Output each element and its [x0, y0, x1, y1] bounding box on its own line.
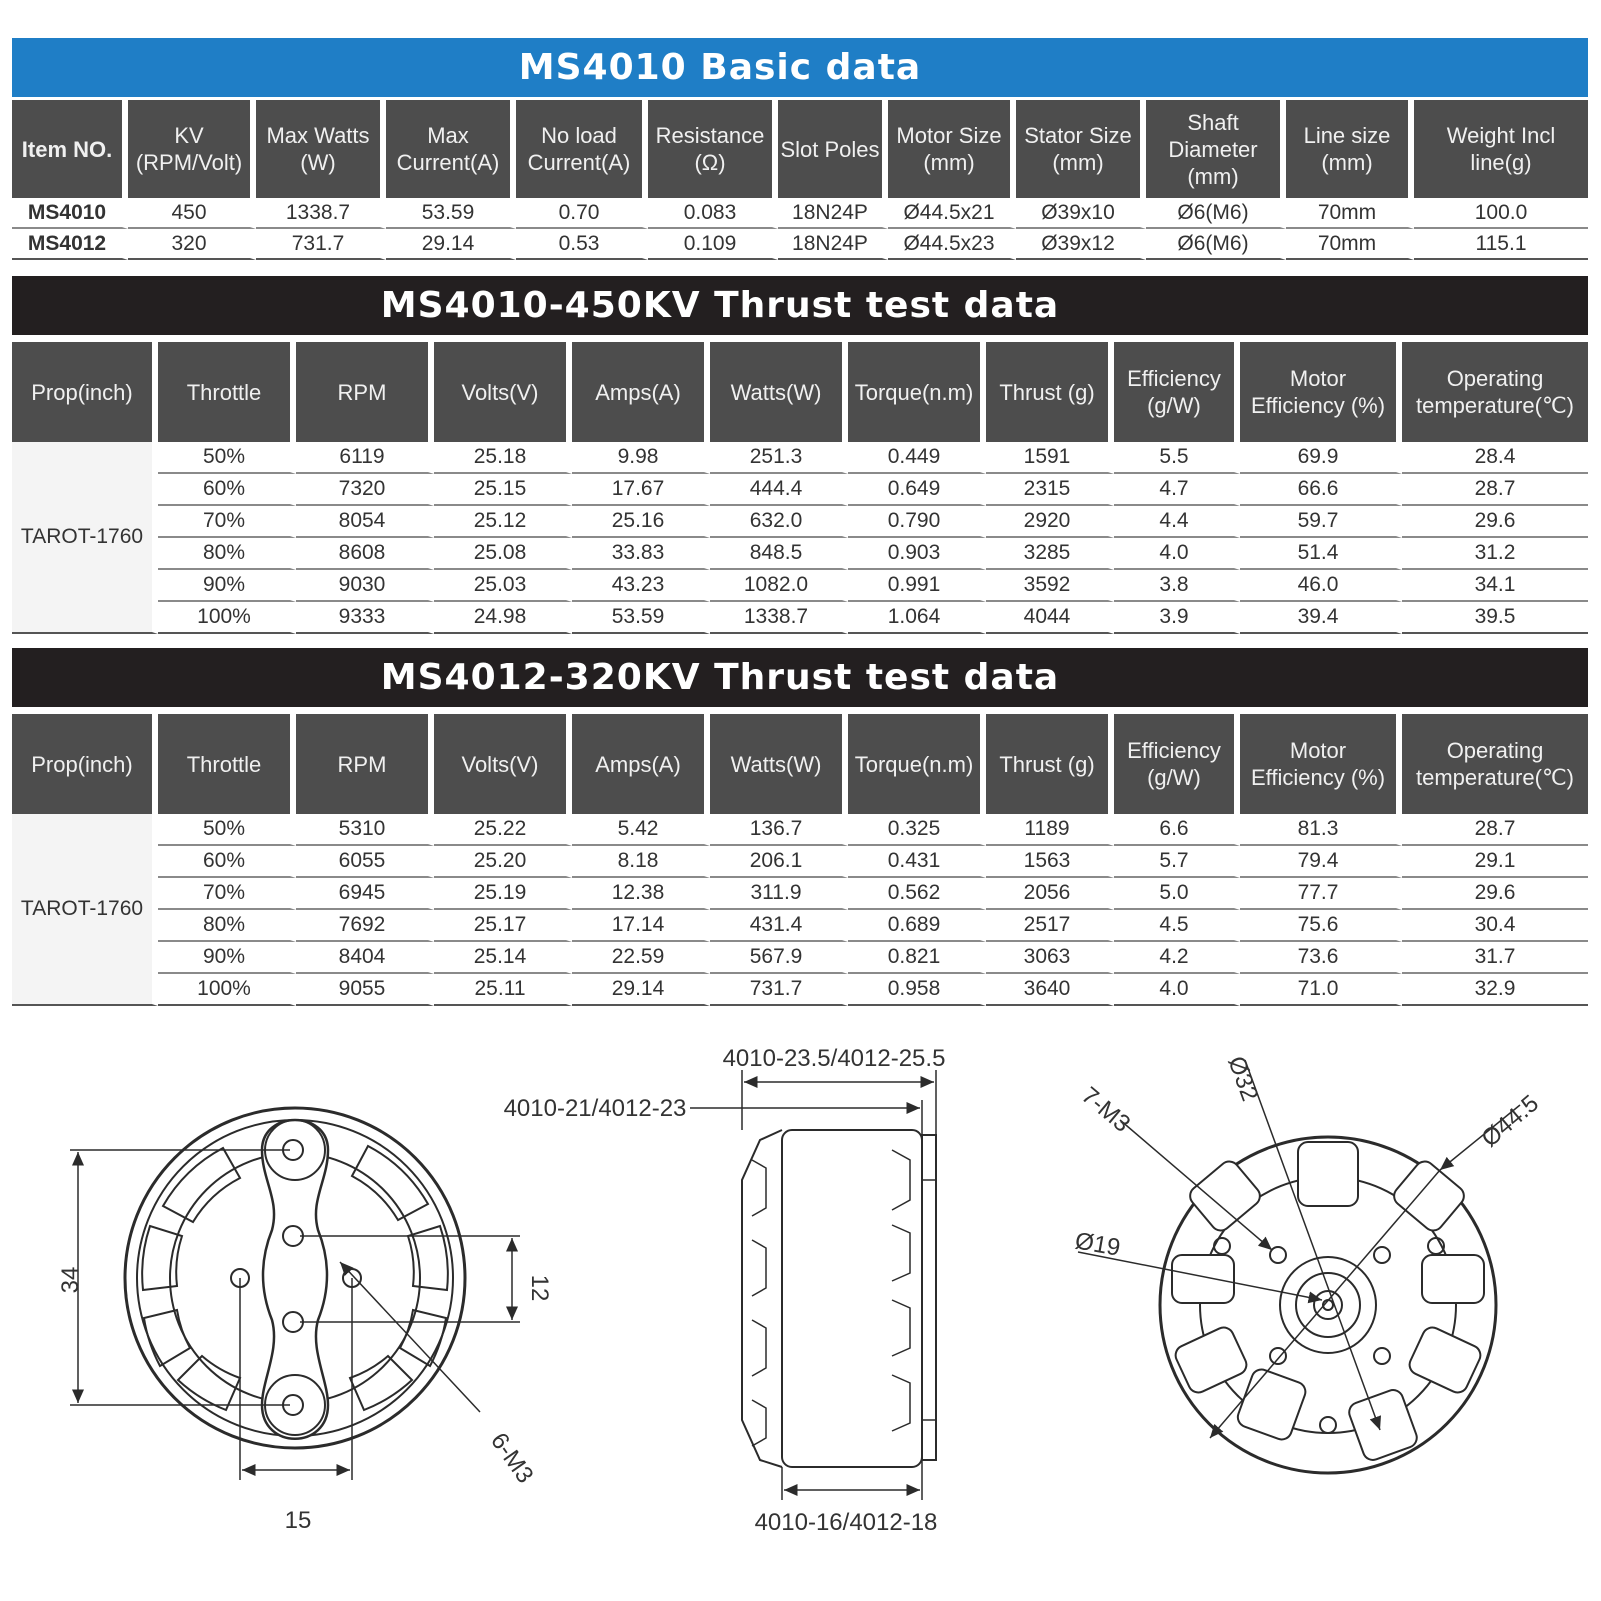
cell-temperature: 29.6 — [1402, 878, 1588, 910]
cell-amps: 25.16 — [572, 506, 710, 538]
header-amps: Amps(A) — [572, 714, 710, 814]
cell-amps: 33.83 — [572, 538, 710, 570]
dim-15-label: 15 — [284, 1507, 312, 1534]
header-torque: Torque(n.m) — [848, 714, 986, 814]
cell-motor-efficiency: 51.4 — [1240, 538, 1402, 570]
cell-volts: 25.12 — [434, 506, 572, 538]
cell-watts: 136.7 — [710, 814, 848, 846]
cell-watts: 731.7 — [710, 974, 848, 1006]
cell-thrust: 1189 — [986, 814, 1114, 846]
cell-amps: 5.42 — [572, 814, 710, 846]
header-efficiency: Efficiency (g/W) — [1114, 714, 1240, 814]
cell-throttle: 50% — [158, 442, 296, 474]
header-kv: KV (RPM/Volt) — [128, 100, 256, 198]
cell-rpm: 8608 — [296, 538, 434, 570]
cell-efficiency: 4.0 — [1114, 538, 1240, 570]
header-no-load-current: No load Current(A) — [516, 100, 648, 198]
bottom-view-drawing — [70, 1108, 520, 1480]
cell-stator-size: Ø39x10 — [1016, 198, 1146, 229]
cell-rpm: 7320 — [296, 474, 434, 506]
cell-no-load: 0.70 — [516, 198, 648, 229]
header-watts: Watts(W) — [710, 342, 848, 442]
cell-temperature: 28.4 — [1402, 442, 1588, 474]
cell-rpm: 9055 — [296, 974, 434, 1006]
basic-header-row — [12, 100, 1588, 198]
cell-efficiency: 5.5 — [1114, 442, 1240, 474]
top-d32-label: Ø32 — [1222, 1052, 1264, 1105]
cell-watts: 632.0 — [710, 506, 848, 538]
cell-rpm: 8054 — [296, 506, 434, 538]
table-row — [12, 538, 1588, 570]
header-stator-size: Stator Size (mm) — [1016, 100, 1146, 198]
cell-prop: TAROT-1760 — [12, 442, 158, 634]
table-row — [12, 910, 1588, 942]
cell-temperature: 28.7 — [1402, 814, 1588, 846]
cell-temperature: 31.2 — [1402, 538, 1588, 570]
cell-volts: 25.18 — [434, 442, 572, 474]
thrust2-body — [12, 814, 1588, 1006]
cell-line-size: 70mm — [1286, 229, 1414, 260]
header-shaft-diameter: Shaft Diameter (mm) — [1146, 100, 1286, 198]
cell-amps: 29.14 — [572, 974, 710, 1006]
cell-motor-efficiency: 39.4 — [1240, 602, 1402, 634]
top-d19-label: Ø19 — [1072, 1227, 1123, 1262]
cell-kv: 320 — [128, 229, 256, 260]
cell-watts: 848.5 — [710, 538, 848, 570]
header-weight: Weight Incl line(g) — [1414, 100, 1588, 198]
header-efficiency: Efficiency (g/W) — [1114, 342, 1240, 442]
cell-rpm: 5310 — [296, 814, 434, 846]
cell-stator-size: Ø39x12 — [1016, 229, 1146, 260]
cell-slot-poles: 18N24P — [778, 198, 888, 229]
cell-shaft: Ø6(M6) — [1146, 229, 1286, 260]
cell-watts: 1082.0 — [710, 570, 848, 602]
cell-max-current: 53.59 — [386, 198, 516, 229]
cell-throttle: 70% — [158, 506, 296, 538]
thrust2-title: MS4012-320KV Thrust test data — [380, 657, 1060, 698]
top-d445-label: Ø44.5 — [1476, 1089, 1544, 1153]
header-throttle: Throttle — [158, 342, 296, 442]
header-max-watts: Max Watts (W) — [256, 100, 386, 198]
cell-temperature: 28.7 — [1402, 474, 1588, 506]
cell-throttle: 90% — [158, 942, 296, 974]
cell-efficiency: 4.2 — [1114, 942, 1240, 974]
cell-torque: 0.821 — [848, 942, 986, 974]
cell-temperature: 34.1 — [1402, 570, 1588, 602]
table-row — [12, 442, 1588, 474]
bottom-holes-label: 6-M3 — [485, 1427, 539, 1489]
cell-volts: 25.08 — [434, 538, 572, 570]
cell-throttle: 90% — [158, 570, 296, 602]
cell-max-watts: 731.7 — [256, 229, 386, 260]
top-winding-tabs — [1172, 1142, 1484, 1463]
header-volts: Volts(V) — [434, 342, 572, 442]
cell-watts: 251.3 — [710, 442, 848, 474]
cell-volts: 25.22 — [434, 814, 572, 846]
cell-throttle: 100% — [158, 602, 296, 634]
dim-12-label: 12 — [526, 1274, 553, 1302]
side-view-drawing — [690, 1070, 936, 1500]
cell-thrust: 3592 — [986, 570, 1114, 602]
cell-efficiency: 4.5 — [1114, 910, 1240, 942]
top-holes-label: 7-M3 — [1076, 1081, 1136, 1138]
cell-efficiency: 3.8 — [1114, 570, 1240, 602]
top-view-drawing — [1078, 1060, 1520, 1473]
cell-rpm: 7692 — [296, 910, 434, 942]
cell-efficiency: 4.7 — [1114, 474, 1240, 506]
cell-torque: 0.958 — [848, 974, 986, 1006]
cell-torque: 0.325 — [848, 814, 986, 846]
basic-data-banner — [12, 38, 1588, 97]
thrust2-table — [12, 714, 1588, 1006]
cell-torque: 0.562 — [848, 878, 986, 910]
cell-weight: 115.1 — [1414, 229, 1588, 260]
table-row — [12, 942, 1588, 974]
cell-weight: 100.0 — [1414, 198, 1588, 229]
cell-volts: 24.98 — [434, 602, 572, 634]
header-rpm: RPM — [296, 342, 434, 442]
cell-motor-efficiency: 77.7 — [1240, 878, 1402, 910]
header-item-no: Item NO. — [12, 100, 128, 198]
cell-torque: 0.689 — [848, 910, 986, 942]
cell-amps: 17.14 — [572, 910, 710, 942]
header-motor-efficiency: Motor Efficiency (%) — [1240, 342, 1402, 442]
cell-motor-efficiency: 79.4 — [1240, 846, 1402, 878]
cell-volts: 25.20 — [434, 846, 572, 878]
cell-watts: 431.4 — [710, 910, 848, 942]
cell-rpm: 9030 — [296, 570, 434, 602]
cell-thrust: 2920 — [986, 506, 1114, 538]
cell-item: MS4010 — [12, 198, 128, 229]
thrust1-header-row — [12, 342, 1588, 442]
cell-volts: 25.17 — [434, 910, 572, 942]
cell-thrust: 1563 — [986, 846, 1114, 878]
header-prop: Prop(inch) — [12, 342, 158, 442]
cell-volts: 25.11 — [434, 974, 572, 1006]
cell-efficiency: 4.4 — [1114, 506, 1240, 538]
cell-efficiency: 5.7 — [1114, 846, 1240, 878]
cell-slot-poles: 18N24P — [778, 229, 888, 260]
header-volts: Volts(V) — [434, 714, 572, 814]
cell-motor-efficiency: 75.6 — [1240, 910, 1402, 942]
cell-amps: 53.59 — [572, 602, 710, 634]
cell-max-watts: 1338.7 — [256, 198, 386, 229]
side-total-label: 4010-23.5/4012-25.5 — [722, 1045, 946, 1072]
cell-motor-size: Ø44.5x23 — [888, 229, 1016, 260]
cell-thrust: 2056 — [986, 878, 1114, 910]
thrust2-banner — [12, 648, 1588, 707]
cell-volts: 25.03 — [434, 570, 572, 602]
cell-efficiency: 3.9 — [1114, 602, 1240, 634]
cell-volts: 25.19 — [434, 878, 572, 910]
cell-rpm: 6945 — [296, 878, 434, 910]
basic-data-title: MS4010 Basic data — [518, 47, 922, 88]
cell-amps: 22.59 — [572, 942, 710, 974]
cell-motor-efficiency: 71.0 — [1240, 974, 1402, 1006]
cell-temperature: 32.9 — [1402, 974, 1588, 1006]
header-line-size: Line size (mm) — [1286, 100, 1414, 198]
table-row — [12, 570, 1588, 602]
cell-motor-efficiency: 69.9 — [1240, 442, 1402, 474]
cell-motor-efficiency: 46.0 — [1240, 570, 1402, 602]
header-operating-temperature: Operating temperature(℃) — [1402, 714, 1588, 814]
cell-max-current: 29.14 — [386, 229, 516, 260]
header-slot-poles: Slot Poles — [778, 100, 888, 198]
cell-torque: 0.431 — [848, 846, 986, 878]
cell-shaft: Ø6(M6) — [1146, 198, 1286, 229]
cell-motor-efficiency: 81.3 — [1240, 814, 1402, 846]
cell-torque: 0.991 — [848, 570, 986, 602]
cell-resistance: 0.083 — [648, 198, 778, 229]
cell-amps: 43.23 — [572, 570, 710, 602]
cell-torque: 0.790 — [848, 506, 986, 538]
cell-throttle: 70% — [158, 878, 296, 910]
cell-motor-efficiency: 59.7 — [1240, 506, 1402, 538]
cell-torque: 0.903 — [848, 538, 986, 570]
header-motor-size: Motor Size (mm) — [888, 100, 1016, 198]
cell-motor-size: Ø44.5x21 — [888, 198, 1016, 229]
cell-thrust: 2517 — [986, 910, 1114, 942]
cell-item: MS4012 — [12, 229, 128, 260]
header-max-current: Max Current(A) — [386, 100, 516, 198]
header-motor-efficiency: Motor Efficiency (%) — [1240, 714, 1402, 814]
cell-temperature: 30.4 — [1402, 910, 1588, 942]
cell-throttle: 80% — [158, 538, 296, 570]
cell-efficiency: 6.6 — [1114, 814, 1240, 846]
cell-rpm: 9333 — [296, 602, 434, 634]
header-rpm: RPM — [296, 714, 434, 814]
cell-resistance: 0.109 — [648, 229, 778, 260]
table-row — [12, 602, 1588, 634]
cell-thrust: 1591 — [986, 442, 1114, 474]
cell-line-size: 70mm — [1286, 198, 1414, 229]
cell-watts: 1338.7 — [710, 602, 848, 634]
dim-34-label: 34 — [57, 1266, 84, 1294]
thrust1-body — [12, 442, 1588, 634]
cell-prop: TAROT-1760 — [12, 814, 158, 1006]
cell-amps: 17.67 — [572, 474, 710, 506]
dimension-drawings — [0, 1000, 1601, 1600]
header-operating-temperature: Operating temperature(℃) — [1402, 342, 1588, 442]
cell-rpm: 6119 — [296, 442, 434, 474]
cell-torque: 0.649 — [848, 474, 986, 506]
cell-rpm: 6055 — [296, 846, 434, 878]
cell-volts: 25.15 — [434, 474, 572, 506]
cell-efficiency: 5.0 — [1114, 878, 1240, 910]
cell-no-load: 0.53 — [516, 229, 648, 260]
cell-amps: 8.18 — [572, 846, 710, 878]
header-torque: Torque(n.m) — [848, 342, 986, 442]
table-row — [12, 229, 1588, 260]
thrust1-banner — [12, 276, 1588, 335]
thrust1-title: MS4010-450KV Thrust test data — [380, 285, 1060, 326]
table-row — [12, 474, 1588, 506]
header-prop: Prop(inch) — [12, 714, 158, 814]
cell-motor-efficiency: 66.6 — [1240, 474, 1402, 506]
cell-temperature: 29.6 — [1402, 506, 1588, 538]
cell-thrust: 4044 — [986, 602, 1114, 634]
cell-throttle: 100% — [158, 974, 296, 1006]
header-throttle: Throttle — [158, 714, 296, 814]
cell-thrust: 2315 — [986, 474, 1114, 506]
cell-thrust: 3285 — [986, 538, 1114, 570]
cell-motor-efficiency: 73.6 — [1240, 942, 1402, 974]
cell-thrust: 3063 — [986, 942, 1114, 974]
side-bottom-label: 4010-16/4012-18 — [754, 1509, 938, 1536]
header-amps: Amps(A) — [572, 342, 710, 442]
side-body-label: 4010-21/4012-23 — [503, 1095, 687, 1122]
thrust2-header-row — [12, 714, 1588, 814]
header-watts: Watts(W) — [710, 714, 848, 814]
cell-thrust: 3640 — [986, 974, 1114, 1006]
cell-watts: 567.9 — [710, 942, 848, 974]
header-thrust: Thrust (g) — [986, 714, 1114, 814]
cell-rpm: 8404 — [296, 942, 434, 974]
cell-throttle: 80% — [158, 910, 296, 942]
cell-kv: 450 — [128, 198, 256, 229]
table-row — [12, 198, 1588, 229]
cell-throttle: 60% — [158, 474, 296, 506]
cell-efficiency: 4.0 — [1114, 974, 1240, 1006]
cell-watts: 206.1 — [710, 846, 848, 878]
cell-torque: 1.064 — [848, 602, 986, 634]
cell-volts: 25.14 — [434, 942, 572, 974]
header-thrust: Thrust (g) — [986, 342, 1114, 442]
cell-watts: 444.4 — [710, 474, 848, 506]
thrust1-table — [12, 342, 1588, 634]
cell-temperature: 31.7 — [1402, 942, 1588, 974]
table-row — [12, 846, 1588, 878]
cell-amps: 12.38 — [572, 878, 710, 910]
table-row — [12, 878, 1588, 910]
cell-temperature: 29.1 — [1402, 846, 1588, 878]
table-row — [12, 814, 1588, 846]
header-resistance: Resistance (Ω) — [648, 100, 778, 198]
cell-torque: 0.449 — [848, 442, 986, 474]
cell-amps: 9.98 — [572, 442, 710, 474]
table-row — [12, 506, 1588, 538]
cell-temperature: 39.5 — [1402, 602, 1588, 634]
cell-throttle: 50% — [158, 814, 296, 846]
cell-throttle: 60% — [158, 846, 296, 878]
basic-data-table — [12, 100, 1588, 260]
cell-watts: 311.9 — [710, 878, 848, 910]
